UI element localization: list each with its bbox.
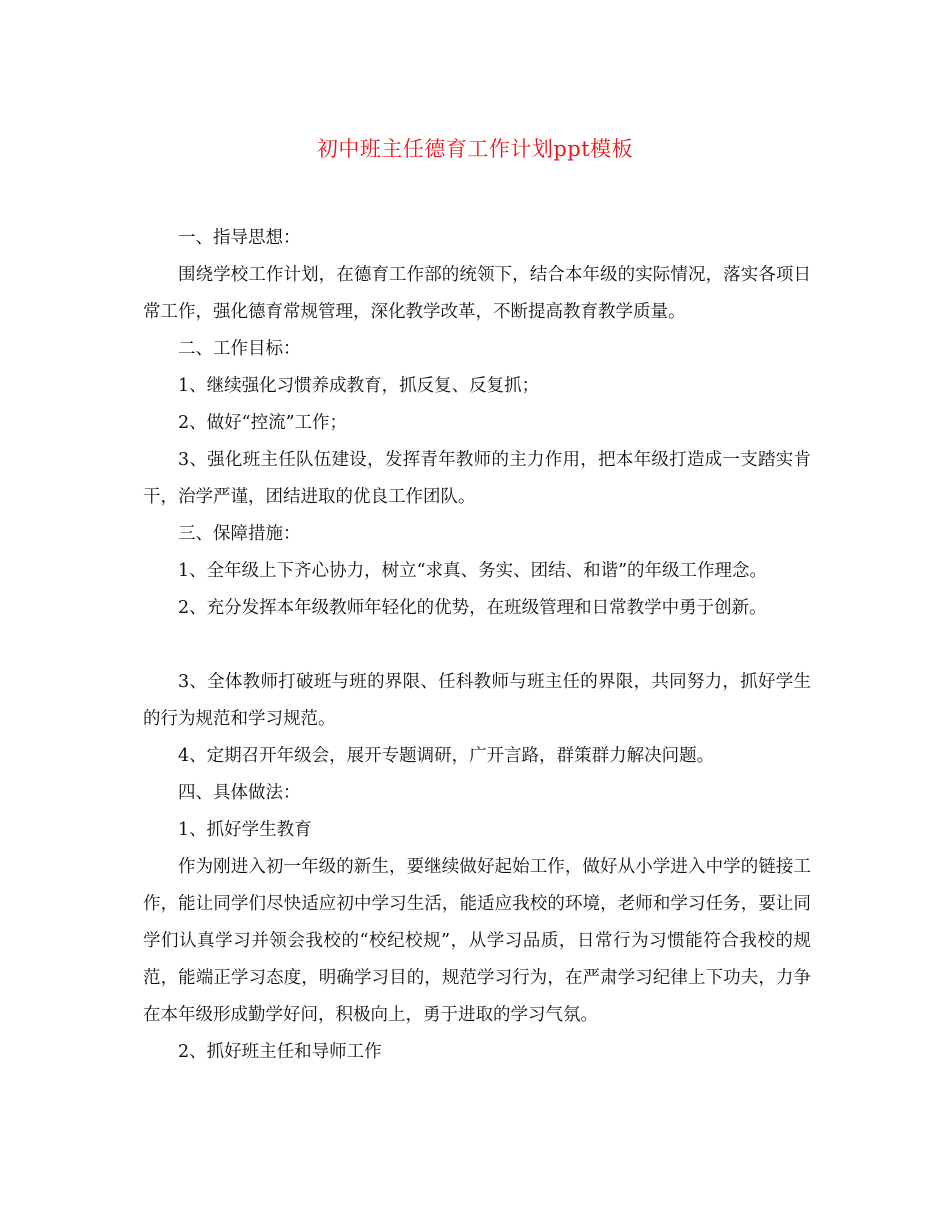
measure-item-4: 4、定期召开年级会，展开专题调研，广开言路，群策群力解决问题。 bbox=[178, 746, 715, 766]
document-title: 初中班主任德育工作计划ppt模板 bbox=[316, 137, 634, 161]
goal-item-3: 3、强化班主任队伍建设，发挥青年教师的主力作用，把本年级打造成一支踏实肯干，治学严谨，团结进取的优良工作团队。 bbox=[143, 450, 811, 507]
method-heading-1: 1、抓好学生教育 bbox=[178, 820, 312, 840]
measure-item-2: 2、充分发挥本年级教师年轻化的优势，在班级管理和日常教学中勇于创新。 bbox=[178, 598, 767, 618]
section-heading-safeguard-measures: 三、保障措施： bbox=[178, 524, 301, 544]
measure-item-3: 3、全体教师打破班与班的界限、任科教师与班主任的界限，共同努力，抓好学生的行为规范和学习规范。 bbox=[143, 672, 811, 729]
method-heading-2: 2、抓好班主任和导师工作 bbox=[178, 1042, 382, 1062]
paragraph-student-education: 作为刚进入初一年级的新生，要继续做好起始工作，做好从小学进入中学的链接工作，能让同学们尽快适应初中学习生活，能适应我校的环境，老师和学习任务，要让同学们认真学习并领会我校的“校纪校规”，从学习品质，日常行为习惯能符合我校的规范，能端正学习态度，明确学习目的，规范学习行为，在严肃学习纪律上下功夫，力争在本年级形成勤学好问，积极向上，勇于进取的学习气氛。 bbox=[143, 857, 811, 1025]
goal-item-1: 1、继续强化习惯养成教育，抓反复、反复抓； bbox=[178, 376, 540, 396]
section-heading-specific-methods: 四、具体做法： bbox=[178, 783, 301, 803]
section-heading-work-goals: 二、工作目标： bbox=[178, 339, 301, 359]
section-heading-guiding-ideology: 一、指导思想： bbox=[178, 228, 301, 248]
goal-item-2: 2、做好“控流”工作； bbox=[178, 413, 348, 433]
paragraph-guiding-ideology: 围绕学校工作计划，在德育工作部的统领下，结合本年级的实际情况，落实各项日常工作，强化德育常规管理，深化教学改革，不断提高教育教学质量。 bbox=[143, 265, 811, 322]
document-body bbox=[143, 220, 811, 1071]
measure-item-1: 1、全年级上下齐心协力，树立“求真、务实、团结、和谐”的年级工作理念。 bbox=[178, 561, 768, 581]
blank-line bbox=[143, 627, 811, 664]
